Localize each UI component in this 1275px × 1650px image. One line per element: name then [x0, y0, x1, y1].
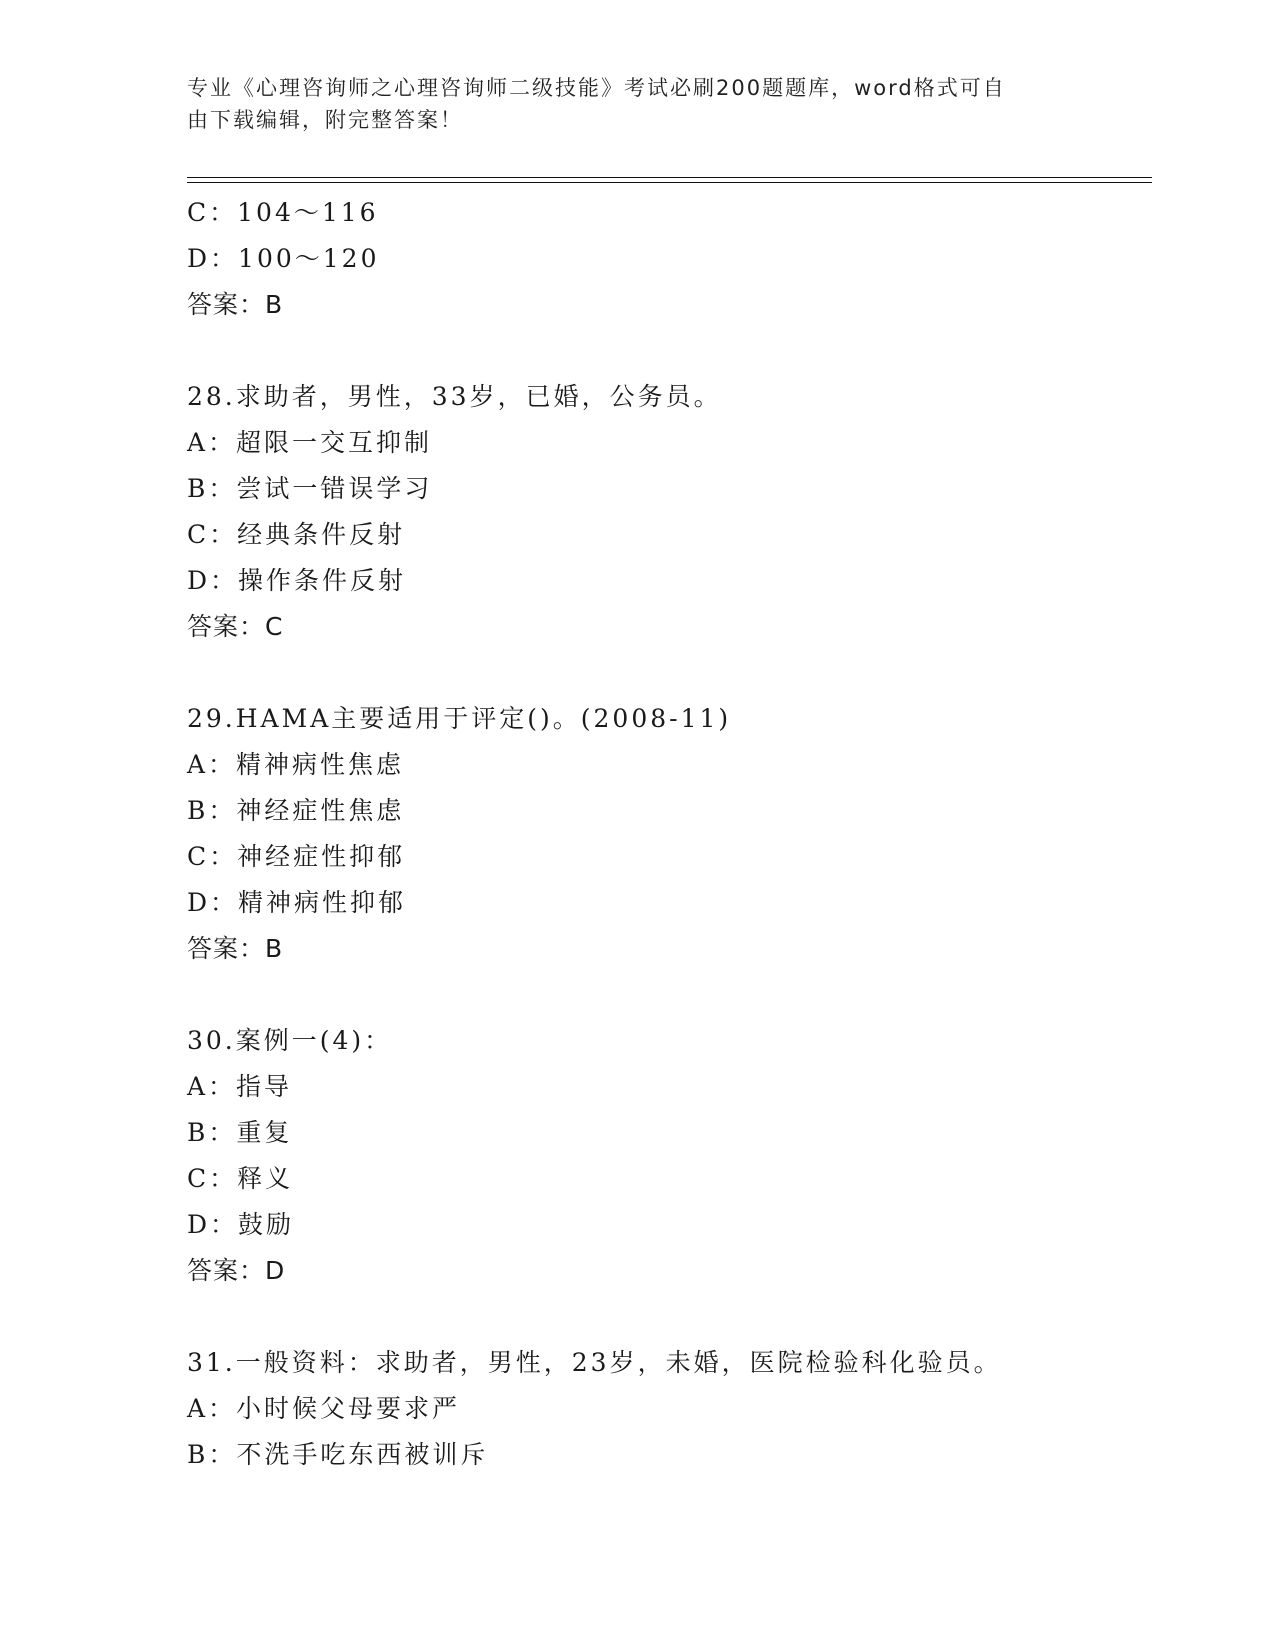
- question-text: 30.案例一(4)：: [187, 1026, 393, 1055]
- question-31: [187, 1340, 1147, 1478]
- question-text: 28.求助者，男性，33岁，已婚，公务员。: [187, 382, 722, 411]
- question-29: [187, 696, 1147, 972]
- option-b: B：重复: [187, 1118, 293, 1147]
- option-d: D：操作条件反射: [187, 566, 407, 595]
- document-body: [187, 190, 1147, 1478]
- option-a: A：超限一交互抑制: [187, 428, 433, 457]
- option-c: C：神经症性抑郁: [187, 842, 406, 871]
- answer: 答案：B: [187, 290, 284, 319]
- spacer: [187, 972, 1147, 1018]
- header-divider-bottom: [187, 182, 1152, 183]
- answer: 答案：D: [187, 1256, 286, 1285]
- question-30: [187, 1018, 1147, 1294]
- question-27: [187, 190, 1147, 328]
- option-b: B：神经症性焦虑: [187, 796, 405, 825]
- header-divider-top: [187, 177, 1152, 178]
- question-text: 31.一般资料：求助者，男性，23岁，未婚，医院检验科化验员。: [187, 1348, 1002, 1377]
- header-line-2: 由下载编辑，附完整答案！: [187, 108, 463, 132]
- spacer: [187, 1294, 1147, 1340]
- answer: 答案：B: [187, 934, 284, 963]
- document-header: [187, 72, 1067, 136]
- spacer: [187, 650, 1147, 696]
- option-d: D：精神病性抑郁: [187, 888, 407, 917]
- option-c: C：经典条件反射: [187, 520, 406, 549]
- option-a: A：指导: [187, 1072, 293, 1101]
- option-b: B：尝试一错误学习: [187, 474, 433, 503]
- option-d: D：100～120: [187, 244, 380, 273]
- header-line-1: 专业《心理咨询师之心理咨询师二级技能》考试必刷200题题库，word格式可自: [187, 76, 1006, 100]
- option-b: B：不洗手吃东西被训斥: [187, 1440, 489, 1469]
- option-c: C：104～116: [187, 198, 379, 227]
- option-a: A：小时候父母要求严: [187, 1394, 461, 1423]
- option-a: A：精神病性焦虑: [187, 750, 405, 779]
- option-d: D：鼓励: [187, 1210, 295, 1239]
- question-28: [187, 374, 1147, 650]
- answer: 答案：C: [187, 612, 284, 641]
- spacer: [187, 328, 1147, 374]
- question-text: 29.HAMA主要适用于评定()。(2008-11): [187, 704, 732, 733]
- option-c: C：释义: [187, 1164, 294, 1193]
